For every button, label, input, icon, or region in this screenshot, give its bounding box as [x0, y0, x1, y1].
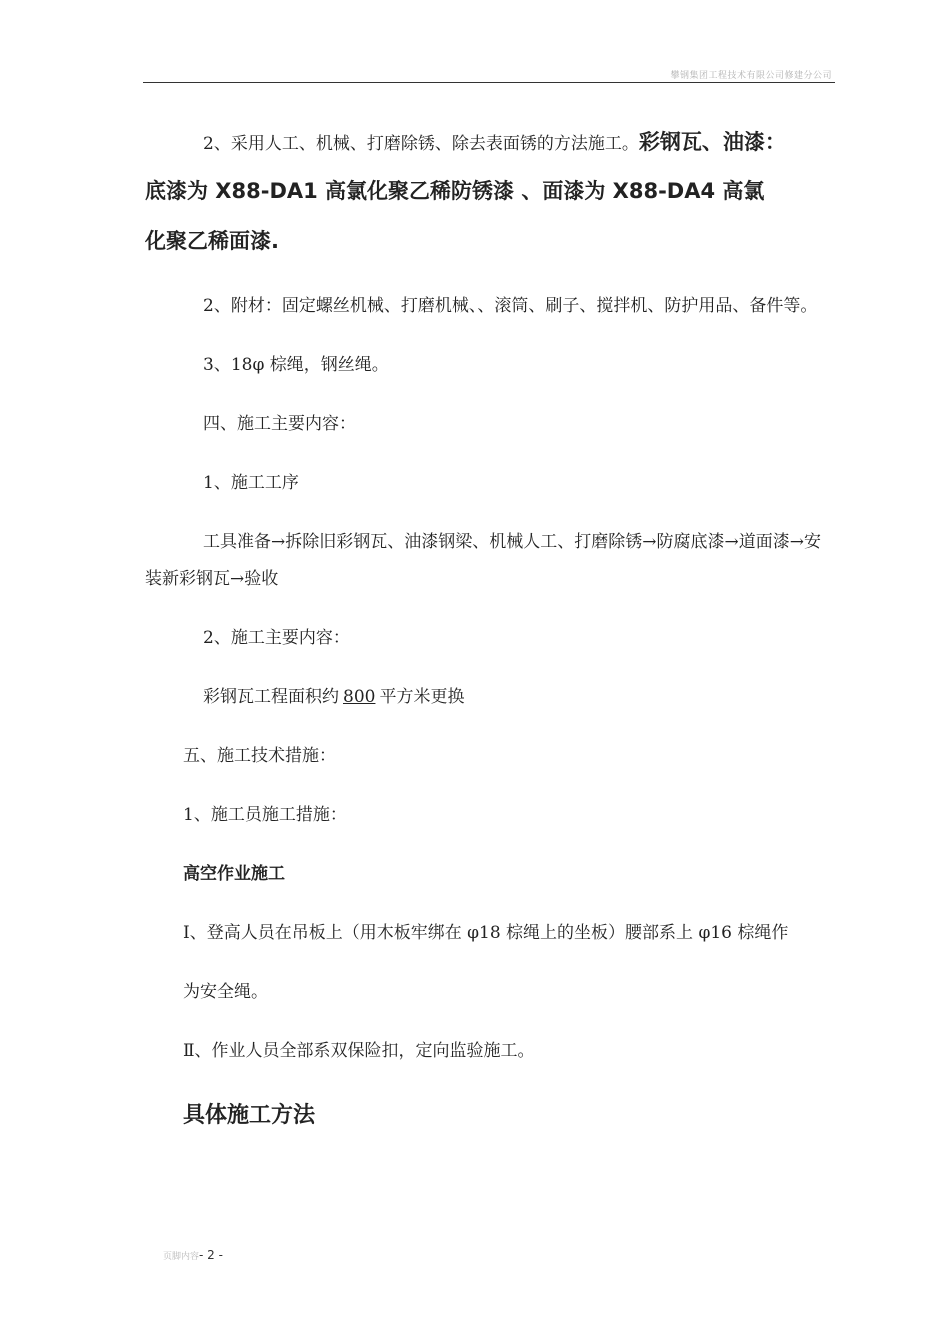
page-number: - 2 - [199, 1248, 223, 1262]
paragraph-area [145, 679, 835, 716]
subsection-procedure: 1、施工工序 [203, 473, 299, 493]
material-heading: 彩钢瓦、油漆： [638, 130, 786, 154]
paragraph-safety-rope: Ⅰ、登高人员在吊板上（用木板牢绑在 φ18 棕绳上的坐板）腰部系上 φ16 棕绳作 [183, 923, 789, 943]
section-heading-4: 四、施工主要内容： [203, 414, 356, 434]
area-value: 800 [343, 687, 376, 707]
area-suffix: 平方米更换 [379, 687, 465, 707]
document-body [145, 120, 835, 1136]
subsection-measures: 1、施工员施工措施： [183, 805, 347, 825]
paragraph-ropes: 3、18φ 棕绳，钢丝绳。 [203, 355, 389, 375]
paint-spec-line: 底漆为 X88-DA1 高氯化聚乙稀防锈漆 、面漆为 X88-DA4 高氯 [145, 179, 765, 203]
header-company-name: 攀钢集团工程技术有限公司修建分公司 [670, 71, 832, 81]
footer-label: 页脚内容 [163, 1252, 200, 1262]
paragraph-safety-rope-cont: 为安全绳。 [183, 982, 268, 1002]
paragraph-materials: 2、附材：固定螺丝机械、打磨机械、、滚筒、刷子、搅拌机、防护用品、备件等。 [203, 296, 818, 316]
high-altitude-heading: 高空作业施工 [183, 864, 285, 884]
section-heading-methods: 具体施工方法 [183, 1103, 316, 1128]
paragraph-double-harness: Ⅱ、作业人员全部系双保险扣，定向监验施工。 [183, 1041, 535, 1061]
paragraph-method [145, 120, 835, 166]
section-heading-5: 五、施工技术措施： [183, 746, 336, 766]
header-divider [143, 82, 835, 83]
subsection-main-content: 2、施工主要内容： [203, 628, 350, 648]
page-footer [163, 1248, 223, 1262]
paragraph-procedure-steps: 工具准备→拆除旧彩钢瓦、油漆钢梁、机械人工、打磨除锈→防腐底漆→道面漆→安装新彩钢瓦→验收 [145, 532, 821, 589]
area-prefix: 彩钢瓦工程面积约 [203, 687, 339, 707]
method-text: 2、采用人工、机械、打磨除锈、除去表面锈的方法施工。 [203, 134, 639, 154]
paint-spec-line-end: 化聚乙稀面漆. [145, 229, 279, 253]
